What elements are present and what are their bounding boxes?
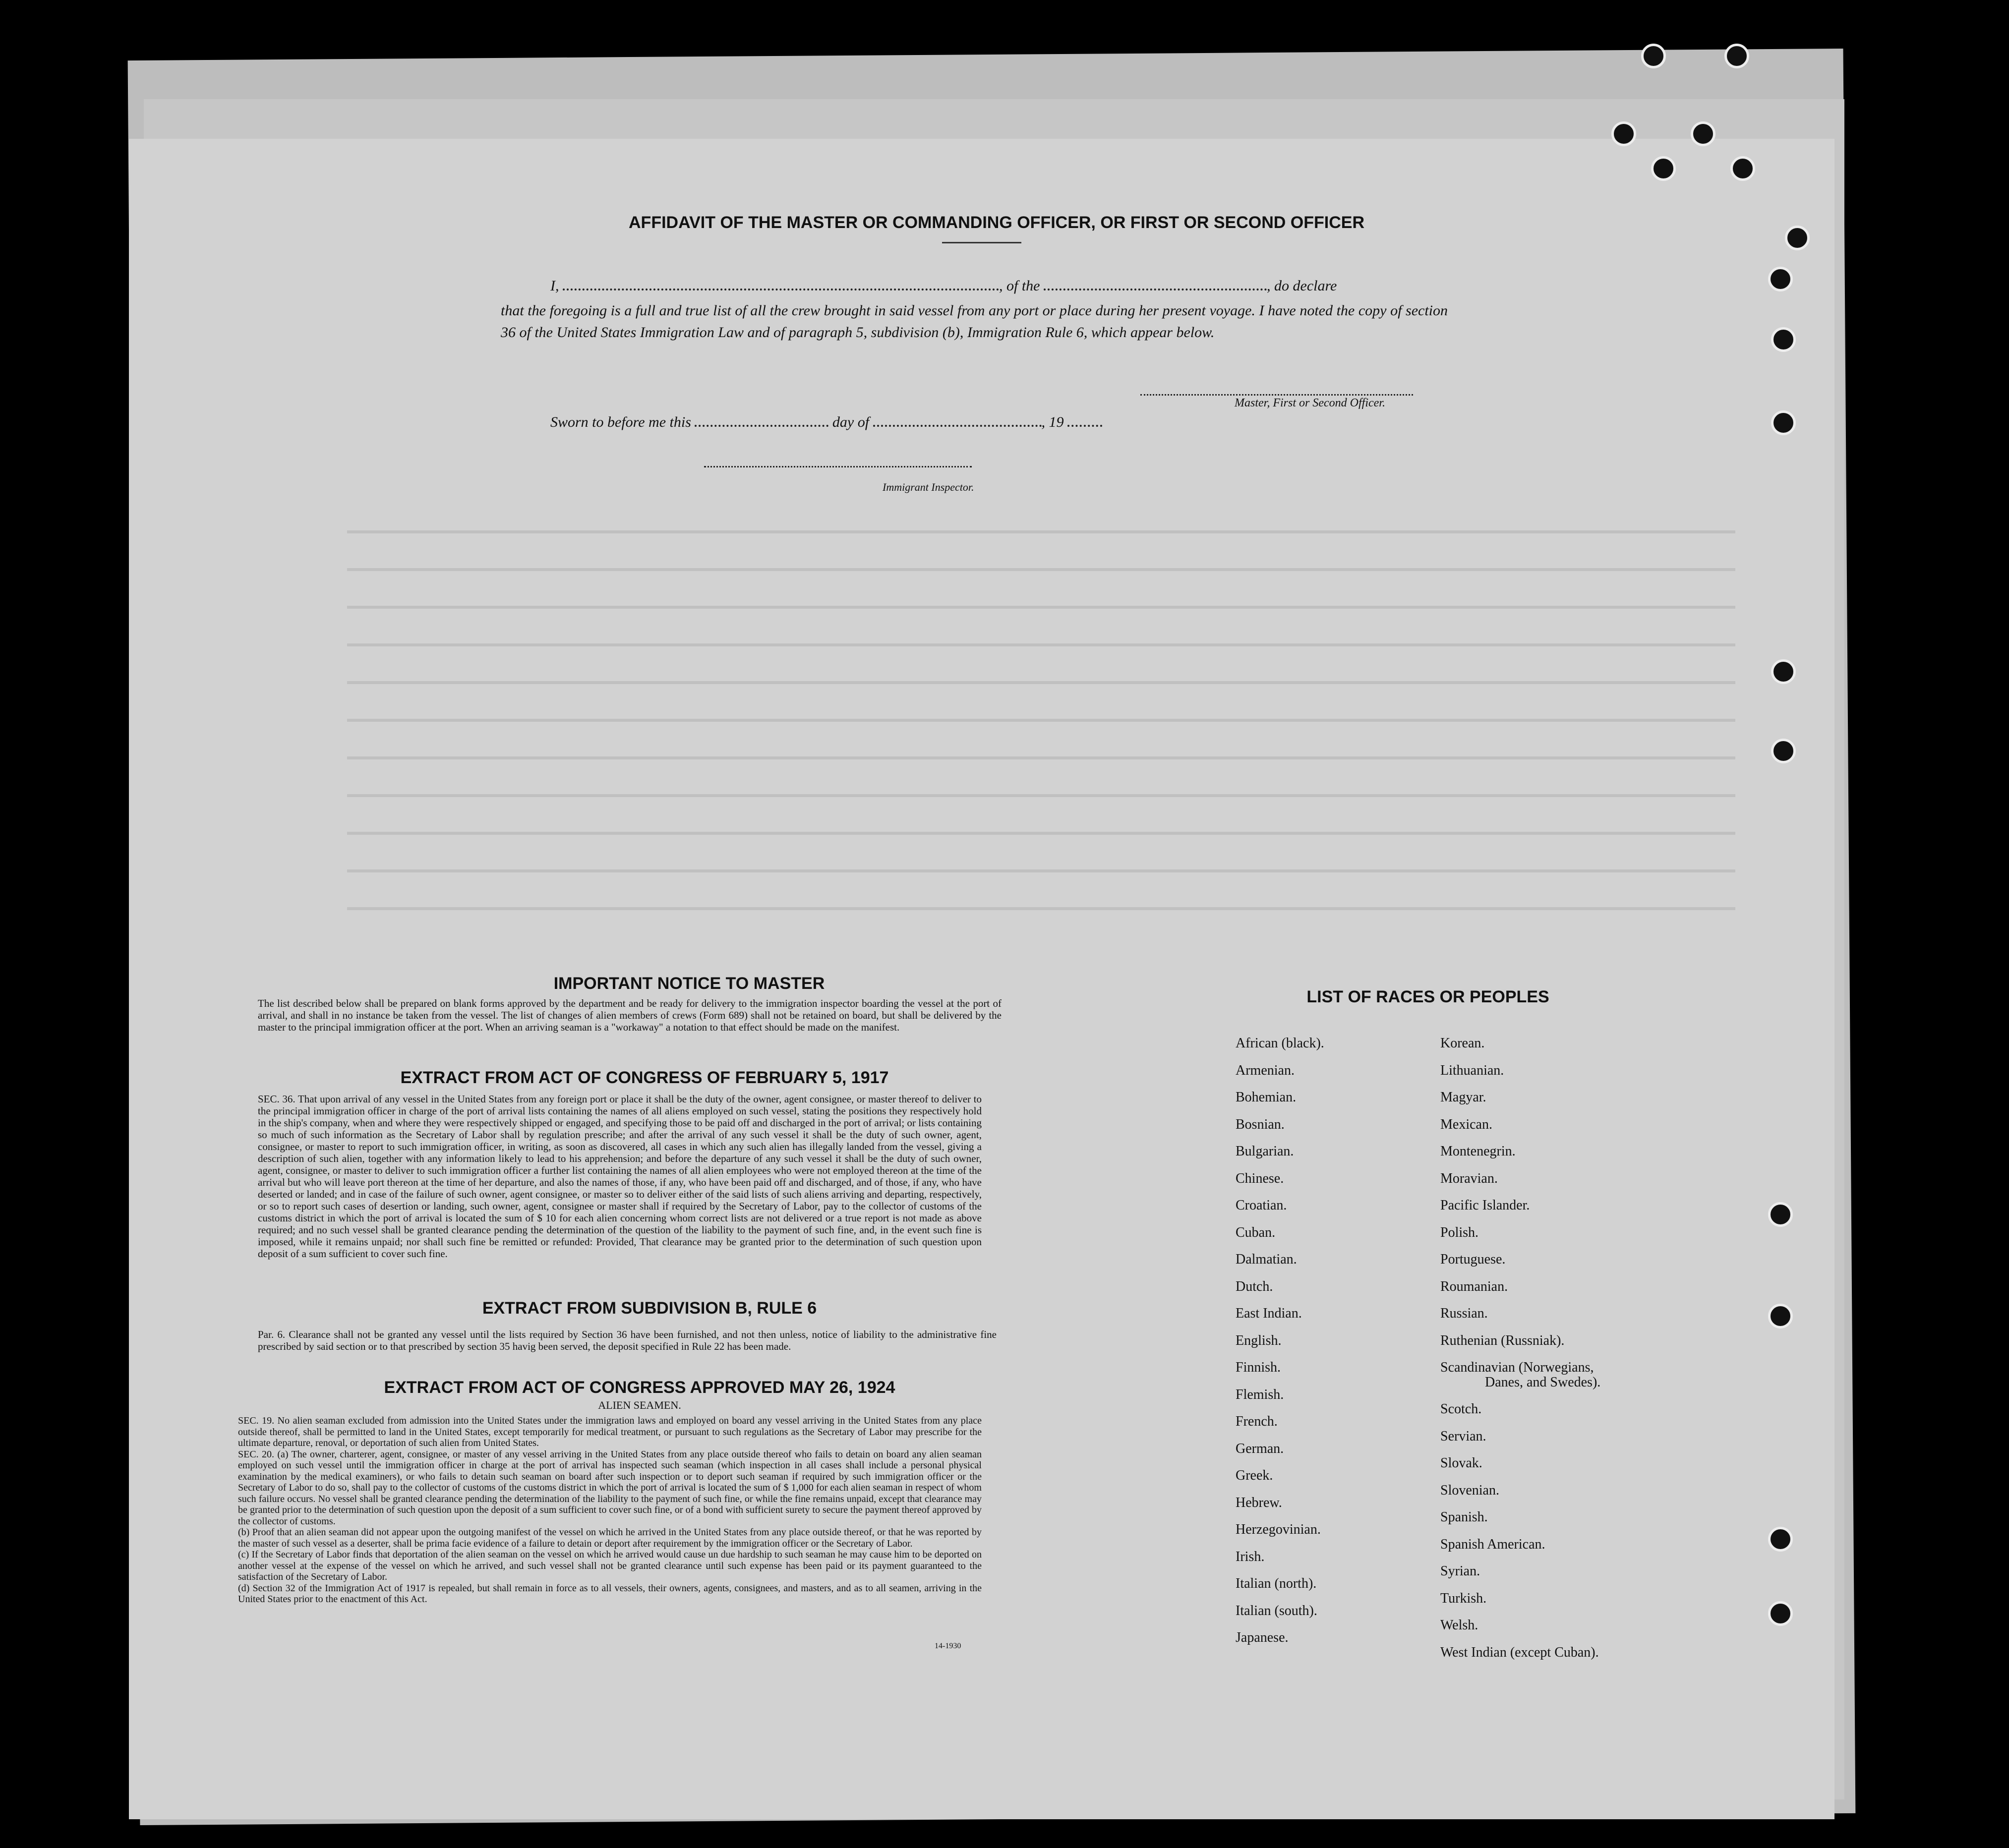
race-item: Slovenian.: [1440, 1482, 1499, 1498]
race-item: Lithuanian.: [1440, 1062, 1504, 1078]
race-item: Ruthenian (Russniak).: [1440, 1332, 1565, 1348]
race-item: Russian.: [1440, 1306, 1488, 1321]
extract-1917-title: EXTRACT FROM ACT OF CONGRESS OF FEBRUARY 5, 1917: [400, 1068, 889, 1087]
name-field[interactable]: [563, 289, 999, 290]
punch-hole-icon: [1641, 44, 1666, 68]
punch-hole-icon: [1724, 44, 1749, 68]
race-item: Turkish.: [1440, 1590, 1487, 1606]
race-item: Japanese.: [1236, 1630, 1289, 1645]
race-item: East Indian.: [1236, 1306, 1302, 1321]
race-item: French.: [1236, 1414, 1278, 1429]
race-item: Croatian.: [1236, 1198, 1287, 1213]
do-declare-label: , do declare: [1267, 278, 1337, 294]
sec20d-paragraph: (d) Section 32 of the Immigration Act of 1917 is repealed, but shall remain in force as to all vessels, their owners, agents, consignees, and masters, and as to all seamen, arriving in the United States prior to the enactment of this Act.: [238, 1582, 982, 1605]
sworn-line: [550, 414, 1102, 431]
race-item: Moravian.: [1440, 1170, 1498, 1186]
punch-hole-icon: [1768, 1202, 1793, 1227]
race-item: Scandinavian (Norwegians,: [1440, 1360, 1594, 1375]
inspector-signature-line[interactable]: [704, 466, 972, 467]
punch-hole-icon: [1785, 226, 1810, 250]
race-item: Servian.: [1440, 1428, 1486, 1444]
race-item: Mexican.: [1440, 1116, 1492, 1132]
race-item: German.: [1236, 1441, 1284, 1456]
punch-hole-icon: [1771, 739, 1796, 763]
race-item: Greek.: [1236, 1468, 1273, 1483]
punch-hole-icon: [1771, 410, 1796, 435]
sec20c-paragraph: (c) If the Secretary of Labor finds that deportation of the alien seaman on the vessel on which he arrived would cause un due hardship to such seaman he may cause him to be deported on another vessel at the expense of the vessel on which he arrived, and such vessel shall not be granted clearance until such expense has been paid or its payment guaranteed to the satisfaction of the Secretary of Labor.: [238, 1549, 982, 1582]
month-field[interactable]: [873, 425, 1042, 427]
affidavit-title: AFFIDAVIT OF THE MASTER OR COMMANDING OFFICER, OR FIRST OR SECOND OFFICER: [629, 213, 1364, 232]
day-field[interactable]: [695, 425, 828, 427]
sworn-label: Sworn to before me this: [550, 414, 691, 430]
race-item: Finnish.: [1236, 1360, 1281, 1375]
race-item: Flemish.: [1236, 1386, 1284, 1402]
race-item: Hebrew.: [1236, 1495, 1282, 1510]
form-number: 14-1930: [935, 1642, 961, 1650]
master-signature-line[interactable]: [1140, 394, 1413, 396]
affidavit-body: that the foregoing is a full and true list of all the crew brought in said vessel from any port or place during her present voyage. I have noted the copy of section 36 of the United States Immigration Law and of paragraph 5, subdivision (b), Immigration Rule 6, which appear below.: [501, 302, 1448, 341]
title-rule: [942, 242, 1021, 243]
race-item: Magyar.: [1440, 1090, 1486, 1105]
race-item: Dutch.: [1236, 1278, 1273, 1294]
race-item: Welsh.: [1440, 1617, 1478, 1633]
race-item: Italian (north).: [1236, 1576, 1317, 1591]
race-item: Dalmatian.: [1236, 1252, 1297, 1267]
race-item: Armenian.: [1236, 1062, 1295, 1078]
day-of-label: day of: [832, 414, 870, 430]
punch-hole-icon: [1611, 121, 1636, 146]
extract-1924-subtitle: ALIEN SEAMEN.: [598, 1399, 681, 1411]
race-item: Roumanian.: [1440, 1278, 1508, 1294]
punch-hole-icon: [1651, 156, 1676, 181]
master-signature-label: Master, First or Second Officer.: [1235, 397, 1385, 409]
extract-1924-body: [238, 1415, 982, 1605]
sec19-paragraph: SEC. 19. No alien seaman excluded from admission into the United States under the immigration laws and employed on board any vessel arriving in the United States from any place outside thereof, shall be permitted to land in the United States, except temporarily for medical treatment, or pursuant to such regulations as the Secretary of Labor may prescribe for the ultimate departure, renoval, or deportation of such alien from United States.: [238, 1415, 982, 1448]
punch-hole-icon: [1768, 1527, 1793, 1552]
race-item: Spanish American.: [1440, 1536, 1545, 1552]
race-item: Cuban.: [1236, 1224, 1276, 1240]
race-item: Korean.: [1440, 1036, 1485, 1051]
i-label: I,: [550, 278, 559, 294]
races-title: LIST OF RACES OR PEOPLES: [1306, 987, 1549, 1006]
punch-hole-icon: [1691, 121, 1715, 146]
races-right-column: [1440, 1030, 1698, 1666]
sec20a-paragraph: SEC. 20. (a) The owner, charterer, agent, consignee, or master of any vessel arriving in the United States from any place outside thereof who fails to detain on board any alien seaman employed on such vessel until the immigration officer in charge at the port of arrival has inspected such seaman (which inspection in all cases shall include a personal physical examination by the medical examiners), or who fails to detain such seaman on board after such inspection or to deport such seaman if required by such immigration officer or the Secretary of Labor to do so, shall pay to the collector of customs of the customs district in which the port of arrival is located the sum of $ 1,000 for each alien seaman in respect of whom such failure occurs. No vessel shall be granted clearance pending the determination of the liability to the payment of such fine, or while the fine remains unpaid, except that clearance may be granted prior to the determination of such question upon the deposit of a sum sufficient to cover such fine, or of a bond with sufficient surety to secure the payment thereof approved by the collector of customs.: [238, 1448, 982, 1527]
race-item: Spanish.: [1440, 1509, 1488, 1525]
extract-1917-body: SEC. 36. That upon arrival of any vessel in the United States from any foreign port or place it shall be the duty of the owner, agent consignee, or master thereof to deliver to the principal immigration officer in charge of the port of arrival lists containing the names of all aliens employed on such vessel, stating the positions they respectively hold in the ship's company, when and where they were respectively shipped or engaged, and specifying those to be paid off and discharged in the port of arrival; or lists containing so much of such information as the Secretary of Labor shall by regulation prescribe; and after the arrival of any such vessel it shall be the duty of such owner, agent, consignee, or master to report to such immigration officer, in writing, as soon as discovered, all cases in which any such alien has illegally landed from the vessel, giving a description of such alien, together with any information likely to lead to his apprehension; and before the departure of any such vessel it shall be the duty of such owner, agent, consignee, or master to deliver to such immigration officer a further list containing the names of all alien employees who were not employed thereon at the time of the arrival but who will leave port thereon at the time of her departure, and also the names of those, if any, who have been paid off and discharged, and of those, if any, who have deserted or landed; and in case of the failure of such owner, agent consignee, or master so to deliver either of the said lists of such aliens arriving and departing, respectively, or so to report such cases of desertion or landing, such owner, agent, consignee or master shall if required by the Secretary of Labor, pay to the collector of customs of the customs district in which the port of arrival is located the sum of $ 10 for each alien concerning whom correct lists are not delivered or a true report is not made as above required; and no such vessel shall be granted clearance pending the determination of the question of the liability to the payment of such fine, and, in the event such fine is imposed, while it remains unpaid; nor shall such fine be remitted or refunded: Provided, That clearance may be granted prior to the determination of such question upon deposit of a sum sufficient to cover such fine.: [258, 1093, 982, 1260]
year-field[interactable]: [1067, 425, 1102, 427]
extract-1924-title: EXTRACT FROM ACT OF CONGRESS APPROVED MAY 26, 1924: [384, 1378, 895, 1397]
race-item: West Indian (except Cuban).: [1440, 1644, 1599, 1660]
punch-hole-icon: [1771, 327, 1796, 352]
punch-hole-icon: [1768, 267, 1793, 291]
year-label: , 19: [1041, 414, 1064, 430]
race-item: Pacific Islander.: [1440, 1198, 1530, 1213]
punch-hole-icon: [1771, 659, 1796, 684]
vessel-field[interactable]: [1044, 289, 1267, 290]
punch-hole-icon: [1768, 1601, 1793, 1626]
race-item: Bohemian.: [1236, 1090, 1297, 1105]
race-item: Scotch.: [1440, 1401, 1482, 1417]
race-item: Bulgarian.: [1236, 1144, 1294, 1159]
punch-hole-icon: [1768, 1304, 1793, 1328]
race-item: Slovak.: [1440, 1455, 1482, 1471]
of-the-label: , of the: [999, 278, 1040, 294]
notice-title: IMPORTANT NOTICE TO MASTER: [553, 974, 825, 993]
race-item: English.: [1236, 1332, 1282, 1348]
rule6-body: Par. 6. Clearance shall not be granted any vessel until the lists required by Section 36 have been furnished, and not then unless, notice of liability to the administrative fine prescribed by said section or to that prescribed by section 35 havig been served, the deposit specified in Rule 22 has been made.: [258, 1328, 997, 1352]
sec20b-paragraph: (b) Proof that an alien seaman did not appear upon the outgoing manifest of the vessel on which he arrived in the United States from any place outside thereof, or that he was reported by the master of such vessel as a deserter, shall be prima facie evidence of a failure to detain or deport after requirement by the immigration officer or the Secretary of Labor.: [238, 1527, 982, 1549]
race-item: Portuguese.: [1440, 1252, 1506, 1267]
race-item: African (black).: [1236, 1036, 1324, 1051]
punch-hole-icon: [1730, 156, 1755, 181]
race-item: Italian (south).: [1236, 1603, 1317, 1618]
race-item: Herzegovinian.: [1236, 1522, 1321, 1537]
affidavit-declare-line: [550, 278, 1453, 294]
race-item: Chinese.: [1236, 1170, 1284, 1186]
rule6-title: EXTRACT FROM SUBDIVISION B, RULE 6: [482, 1299, 817, 1318]
race-item: Irish.: [1236, 1549, 1265, 1564]
race-item: Bosnian.: [1236, 1116, 1285, 1132]
race-item: Montenegrin.: [1440, 1144, 1516, 1159]
race-item: Syrian.: [1440, 1563, 1480, 1579]
inspector-label: Immigrant Inspector.: [883, 481, 974, 493]
notice-body: The list described below shall be prepared on blank forms approved by the department and be ready for delivery to the immigration inspector boarding the vessel at the port of arrival, and shall in no instance be taken from the vessel. The list of changes of alien members of crews (Form 689) shall not be retained on board, but shall be delivered by the master to the principal immigration officer at the port. When an arriving seaman is a "workaway" a notation to that effect should be made on the manifest.: [258, 997, 1002, 1033]
race-item: Polish.: [1440, 1224, 1479, 1240]
race-item: Danes, and Swedes).: [1485, 1375, 1601, 1390]
bleed-through-rows: [347, 496, 1735, 942]
